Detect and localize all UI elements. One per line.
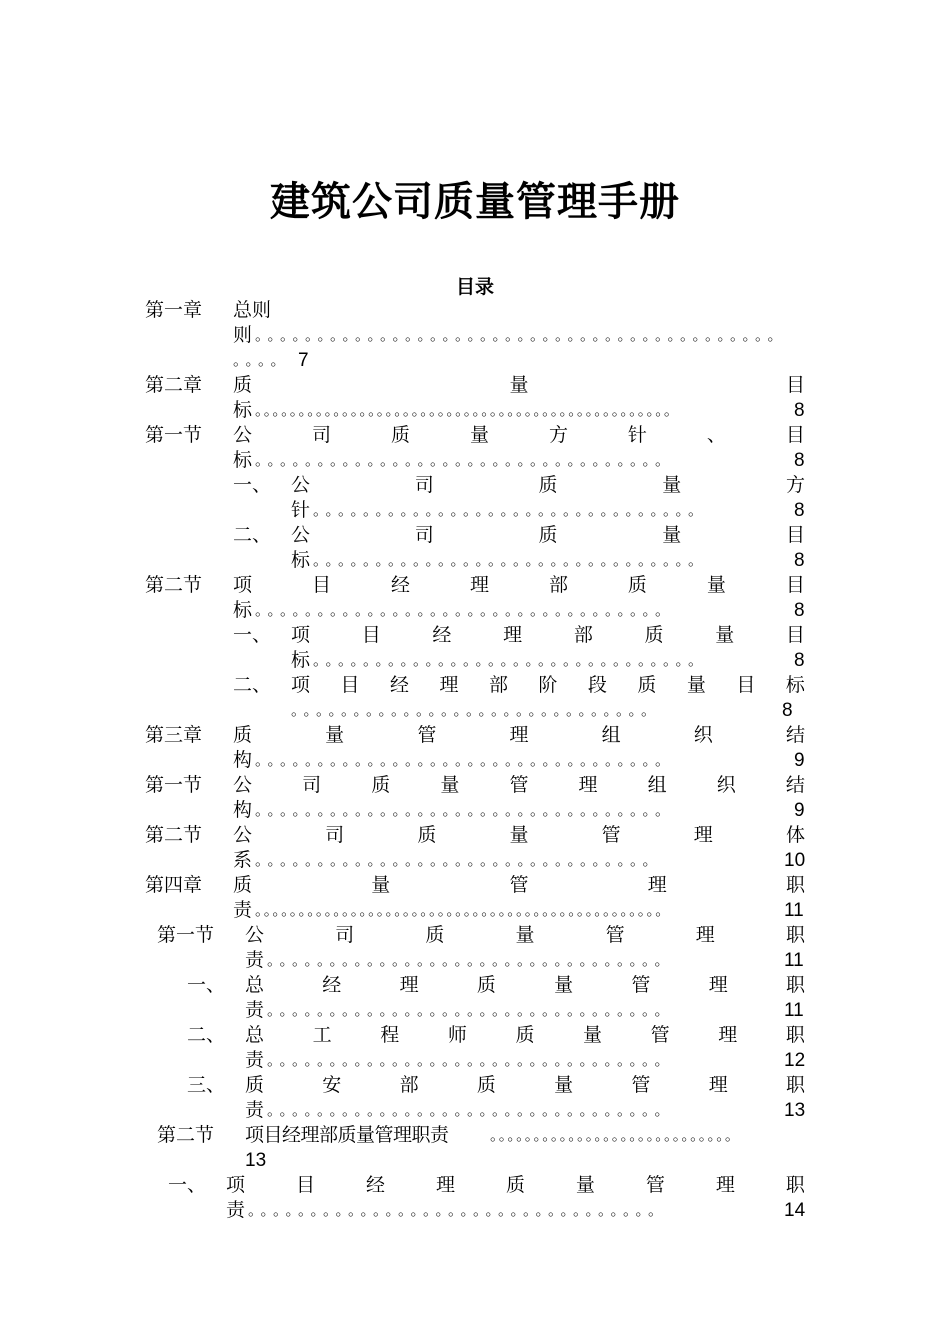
toc-title-wrap: 标 (291, 549, 311, 571)
toc-page-number[interactable]: 9 (794, 800, 805, 821)
toc-page-number[interactable]: 13 (784, 1100, 806, 1121)
toc-title[interactable]: 质 安 部 质 量 管 理 职 (245, 1074, 805, 1096)
toc-heading: 目录 (455, 276, 494, 298)
toc-leader-dots: 。。。。。。。。。。。。。。。。。。。。。。。。。。。。。。。 (313, 501, 709, 519)
toc-page-number[interactable]: 12 (784, 1050, 806, 1071)
toc-title-wrap: 责 (226, 1199, 246, 1221)
toc-title-wrap: 标 (233, 399, 253, 421)
toc-title-wrap: 责 (233, 899, 253, 921)
toc-title-wrap: 构 (233, 799, 253, 821)
toc-title-wrap: 标 (291, 649, 311, 671)
toc-title[interactable]: 总 经 理 质 量 管 理 职 (245, 974, 805, 996)
toc-leader-dots: 。。。。 (233, 351, 291, 369)
toc-leader-dots: 。。。。。。。。。。。。。。。。。。。。。。。。。。。。。。。。 (267, 1001, 675, 1019)
toc-leader-dots: 。。。。。。。。。。。。。。。。。。。。。。。。。。。。。。。。。 (255, 601, 676, 619)
toc-label[interactable]: 第二节 (145, 574, 203, 596)
toc-leader-dots: 。。。。。。。。。。。。。。。。。。。。。。。。。。。。。。。。。 (255, 801, 676, 819)
toc-label[interactable]: 二、 (187, 1024, 226, 1046)
toc-title[interactable]: 质 量 管 理 组 织 结 (233, 724, 805, 746)
toc-page-number[interactable]: 8 (794, 550, 805, 571)
toc-title-wrap: 责 (245, 999, 265, 1021)
toc-title[interactable]: 质 量 目 (233, 374, 805, 396)
toc-title-wrap: 责 (245, 1049, 265, 1071)
toc-label[interactable]: 第一节 (145, 774, 203, 796)
toc-leader-dots: 。。。。。。。。。。。。。。。。。。。。。。。。。。。。。。。。。。。。。。。。。。。。。。。。 (255, 401, 681, 419)
toc-leader-dots: 。。。。。。。。。。。。。。。。。。。。。。。。。。。。 (490, 1126, 742, 1144)
toc-leader-dots: 。。。。。。。。。。。。。。。。。。。。。。。。。。。。。。。。。。。。。。。。。。 (255, 326, 788, 344)
toc-leader-dots: 。。。。。。。。。。。。。。。。。。。。。。。。。。。。。 (291, 701, 662, 719)
toc-leader-dots: 。。。。。。。。。。。。。。。。。。。。。。。。。。。。。。。。 (255, 851, 663, 869)
toc-page-number[interactable]: 11 (784, 950, 804, 971)
toc-title-wrap: 构 (233, 749, 253, 771)
toc-page-number[interactable]: 11 (784, 1000, 804, 1021)
toc-leader-dots: 。。。。。。。。。。。。。。。。。。。。。。。。。。。。。。。 (313, 551, 709, 569)
toc-leader-dots: 。。。。。。。。。。。。。。。。。。。。。。。。。。。。。。。。 (267, 1101, 675, 1119)
toc-title[interactable]: 项 目 经 理 质 量 管 理 职 (226, 1174, 805, 1196)
toc-label[interactable]: 第一节 (145, 424, 203, 446)
toc-leader-dots: 。。。。。。。。。。。。。。。。。。。。。。。。。。。。。。。。。。。。。。。。。。。。。。。 (255, 901, 672, 919)
toc-label[interactable]: 第一节 (157, 924, 215, 946)
toc-label[interactable]: 一、 (233, 624, 272, 646)
toc-label[interactable]: 二、 (233, 674, 272, 696)
toc-title-wrap: 则 (233, 324, 253, 346)
toc-title-wrap: 标 (233, 599, 253, 621)
toc-title-wrap: 责 (245, 1099, 265, 1121)
toc-leader-dots: 。。。。。。。。。。。。。。。。。。。。。。。。。。。。。。。 (313, 651, 709, 669)
toc-title-wrap: 责 (245, 949, 265, 971)
toc-title[interactable]: 公 司 质 量 管 理 体 (233, 824, 805, 846)
toc-title[interactable]: 总则 (233, 299, 272, 321)
toc-title[interactable]: 总 工 程 师 质 量 管 理 职 (245, 1024, 805, 1046)
toc-leader-dots: 。。。。。。。。。。。。。。。。。。。。。。。。。。。。。。。。。 (248, 1201, 669, 1219)
toc-label[interactable]: 二、 (233, 524, 272, 546)
toc-page-number[interactable]: 7 (298, 350, 309, 371)
toc-label[interactable]: 第四章 (145, 874, 203, 896)
toc-title[interactable]: 公 司 质 量 管 理 组 织 结 (233, 774, 805, 796)
toc-title[interactable]: 质 量 管 理 职 (233, 874, 805, 896)
toc-page-number[interactable]: 8 (782, 700, 793, 721)
toc-label[interactable]: 三、 (187, 1074, 226, 1096)
toc-leader-dots: 。。。。。。。。。。。。。。。。。。。。。。。。。。。。。。。。。 (255, 751, 676, 769)
toc-page-number[interactable]: 8 (794, 600, 805, 621)
toc-label[interactable]: 第二章 (145, 374, 203, 396)
toc-title-wrap: 标 (233, 449, 253, 471)
toc-title[interactable]: 公 司 质 量 方 针 、 目 (233, 424, 805, 446)
toc-title[interactable]: 项 目 经 理 部 阶 段 质 量 目 标 (291, 674, 805, 696)
toc-label[interactable]: 第三章 (145, 724, 203, 746)
toc-page-number[interactable]: 13 (245, 1150, 267, 1171)
toc-leader-dots: 。。。。。。。。。。。。。。。。。。。。。。。。。。。。。。。。 (267, 951, 675, 969)
toc-title[interactable]: 公 司 质 量 目 (291, 524, 805, 546)
toc-leader-dots: 。。。。。。。。。。。。。。。。。。。。。。。。。。。。。。。。 (267, 1051, 675, 1069)
toc-title[interactable]: 项 目 经 理 部 质 量 目 (291, 624, 805, 646)
toc-page-number[interactable]: 9 (794, 750, 805, 771)
toc-title-wrap: 系 (233, 849, 253, 871)
toc-label[interactable]: 一、 (233, 474, 272, 496)
toc-title[interactable]: 公 司 质 量 方 (291, 474, 805, 496)
toc-page-number[interactable]: 11 (784, 900, 804, 921)
toc-leader-dots: 。。。。。。。。。。。。。。。。。。。。。。。。。。。。。。。。。 (255, 451, 676, 469)
toc-page-number[interactable]: 8 (794, 450, 805, 471)
toc-title[interactable]: 项 目 经 理 部 质 量 目 (233, 574, 805, 596)
toc-title[interactable]: 公 司 质 量 管 理 职 (245, 924, 805, 946)
toc-label[interactable]: 第二节 (157, 1124, 215, 1146)
toc-label[interactable]: 一、 (168, 1174, 207, 1196)
toc-page-number[interactable]: 14 (784, 1200, 806, 1221)
toc-page-number[interactable]: 10 (784, 850, 806, 871)
toc-label[interactable]: 第二节 (145, 824, 203, 846)
toc-title[interactable]: 项目经理部质量管理职责 (245, 1124, 449, 1146)
toc-page-number[interactable]: 8 (794, 650, 805, 671)
toc-label[interactable]: 一、 (187, 974, 226, 996)
toc-label[interactable]: 第一章 (145, 299, 203, 321)
toc-page-number[interactable]: 8 (794, 400, 805, 421)
toc-title-wrap: 针 (291, 499, 311, 521)
document-title: 建筑公司质量管理手册 (270, 178, 680, 225)
toc-page-number[interactable]: 8 (794, 500, 805, 521)
